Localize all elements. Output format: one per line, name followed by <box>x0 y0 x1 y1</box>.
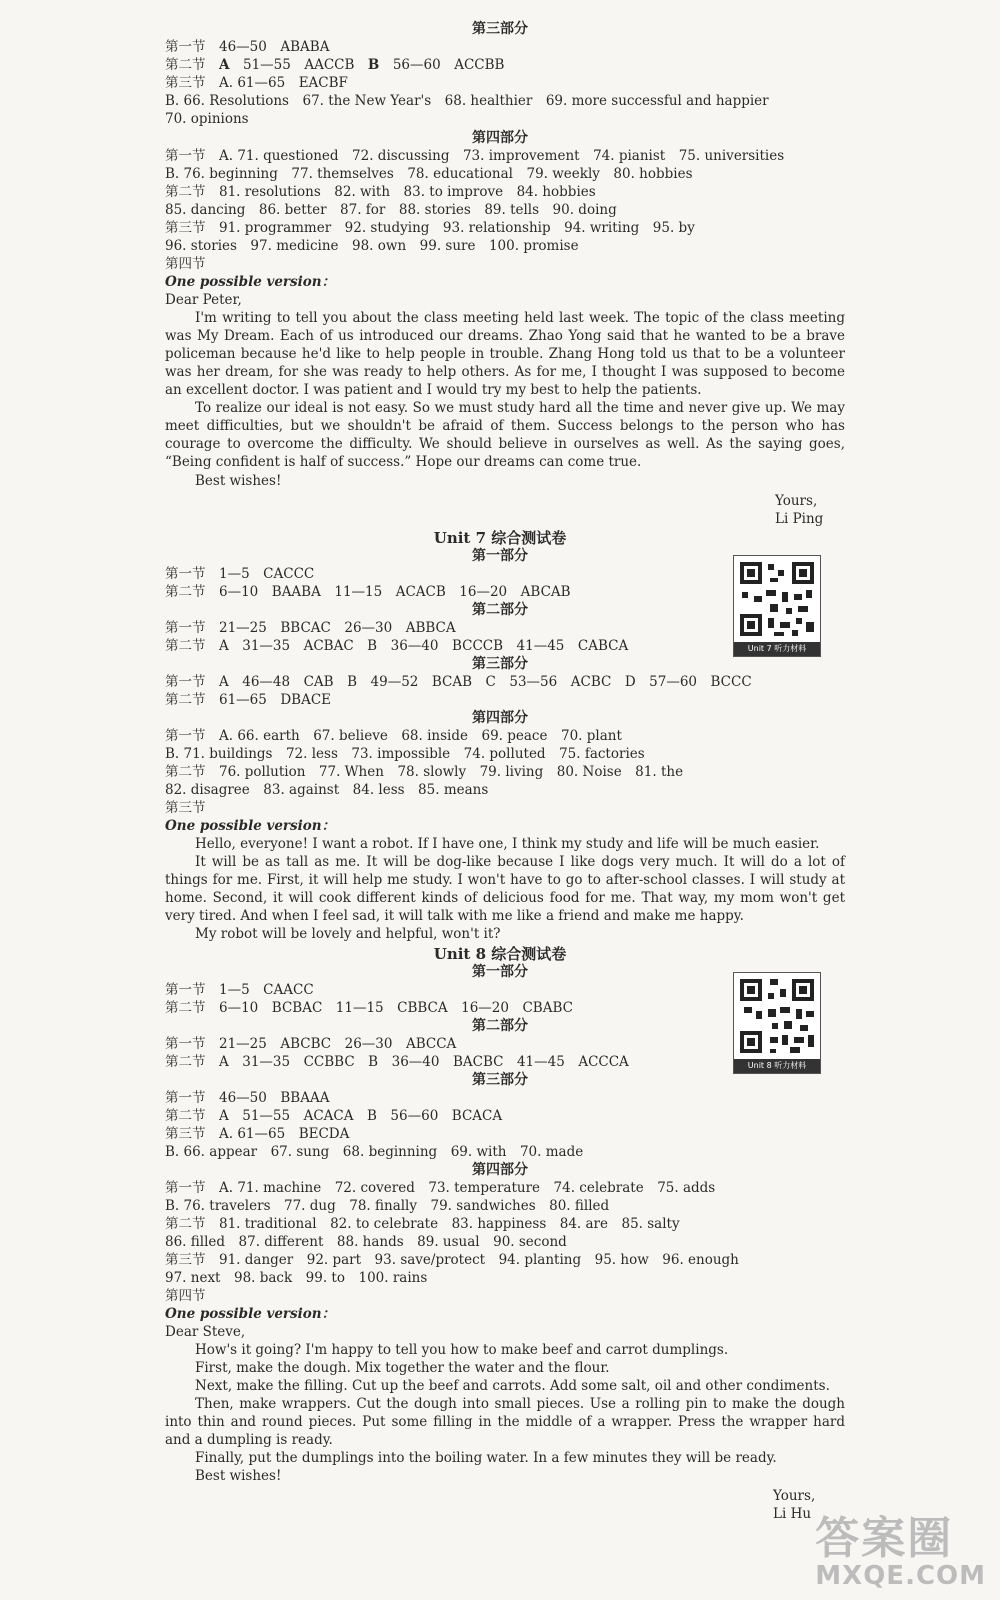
section-title: 第二部分 <box>472 1018 528 1034</box>
essay-paragraph: It will be as tall as me. It will be dog-like because I like dogs very much. It will do a lot of things for me. First, it will help me study. I won't have to go to after-school classes. I will study at home. Second, it will cook different kinds of delicious food for me. That way, my mom won't get very tired. And when I feel sad, it will talk with me like a friend and make me happy. <box>165 854 845 924</box>
answer-line: 第二节 6—10 BCBAC 11—15 CBBCA 16—20 CBABC <box>165 1000 573 1016</box>
answer-line: 97. next 98. back 99. to 100. rains <box>165 1270 428 1286</box>
answer-line: 第一节 1—5 CAACC <box>165 982 314 998</box>
qr-caption: Unit 8 听力材料 <box>734 1059 820 1073</box>
letter-paragraph: I'm writing to tell you about the class meeting held last week. The topic of the class meeting was My Dream. Each of us introduced our dreams. Zhao Yong said that he wanted to be a brave policeman because he'd like to help people in trouble. Zhang Hong told us that to be a volunteer was her dream, for she was ready to help others. As for me, I thought I was supposed to become an excellent doctor. I was patient and I would try my best to help the patients. <box>165 310 845 398</box>
answer-line: B. 66. appear 67. sung 68. beginning 69. with 70. made <box>165 1144 584 1160</box>
answer-line: 第一节 46—50 BBAAA <box>165 1090 330 1106</box>
answer-line: 第一节 A. 71. questioned 72. discussing 73. improvement 74. pianist 75. universities <box>165 148 785 164</box>
section-title: 第四部分 <box>472 130 528 146</box>
letter-paragraph: Then, make wrappers. Cut the dough into small pieces. Use a rolling pin to make the dough into thin and round pieces. Put some filling in the middle of a wrapper. Press the wrapper hard and a dumpling is ready. <box>165 1396 845 1448</box>
section-title: 第一部分 <box>472 548 528 564</box>
letter-paragraph: First, make the dough. Mix together the water and the flour. <box>195 1360 610 1376</box>
answer-line: B. 76. travelers 77. dug 78. finally 79. sandwiches 80. filled <box>165 1198 610 1214</box>
section-title: 第四部分 <box>472 1162 528 1178</box>
answer-line: 第一节 1—5 CACCC <box>165 566 315 582</box>
answer-line: 96. stories 97. medicine 98. own 99. sure 100. promise <box>165 238 579 254</box>
answer-line: 第二节 A 31—35 ACBAC B 36—40 BCCCB 41—45 CABCA <box>165 638 629 654</box>
section-title: 第三部分 <box>472 1072 528 1088</box>
letter-paragraph: Finally, put the dumplings into the boiling water. In a few minutes they will be ready. <box>195 1450 777 1466</box>
answer-line: 第三节 A. 61—65 EACBF <box>165 75 348 91</box>
unit-title: Unit 8 综合测试卷 <box>433 945 567 963</box>
answer-line: 第二节 81. traditional 82. to celebrate 83. happiness 84. are 85. salty <box>165 1216 680 1232</box>
answer-line: 82. disagree 83. against 84. less 85. means <box>165 782 489 798</box>
watermark-text: 答案圈 <box>815 1513 954 1564</box>
letter-yours: Yours, <box>775 493 818 509</box>
version-label: One possible version： <box>165 1306 336 1322</box>
answer-line: 第三节 A. 61—65 BECDA <box>165 1126 350 1142</box>
letter-paragraph: Next, make the filling. Cut up the beef and carrots. Add some salt, oil and other condiments. <box>195 1378 830 1394</box>
letter-yours: Yours, <box>773 1488 816 1504</box>
answer-line: 第一节 A 46—48 CAB B 49—52 BCAB C 53—56 ACBC D 57—60 BCCC <box>165 674 752 690</box>
section-title: 第三部分 <box>472 656 528 672</box>
essay-paragraph: My robot will be lovely and helpful, won't it? <box>195 926 501 942</box>
watermark-url: MXQE.COM <box>815 1561 986 1591</box>
answer-line: 第二节 81. resolutions 82. with 83. to improve 84. hobbies <box>165 184 596 200</box>
letter-signature: Li Hu <box>773 1506 812 1522</box>
answer-line: 第二节 A 51—55 ACACA B 56—60 BCACA <box>165 1108 503 1124</box>
answer-line: 70. opinions <box>165 111 249 127</box>
letter-greeting: Dear Steve, <box>165 1324 246 1340</box>
version-label: One possible version： <box>165 818 336 834</box>
answer-line: 85. dancing 86. better 87. for 88. stories 89. tells 90. doing <box>165 202 617 218</box>
answer-line: 第一节 21—25 BBCAC 26—30 ABBCA <box>165 620 456 636</box>
answer-line: 第三节 91. danger 92. part 93. save/protect 94. planting 95. how 96. enough <box>165 1252 739 1268</box>
answer-line: 第二节 76. pollution 77. When 78. slowly 79. living 80. Noise 81. the <box>165 764 684 780</box>
letter-greeting: Dear Peter, <box>165 292 242 308</box>
answer-line: 第一节 A. 66. earth 67. believe 68. inside 69. peace 70. plant <box>165 728 622 744</box>
answer-line: 第一节 46—50 ABABA <box>165 39 330 55</box>
watermark-logo <box>815 1513 986 1591</box>
answer-line: 第二节 A 51—55 AACCB B 56—60 ACCBB <box>165 57 505 73</box>
qr-code-icon <box>734 556 820 642</box>
section-title: 第一部分 <box>472 964 528 980</box>
essay-paragraph: Hello, everyone! I want a robot. If I have one, I think my study and life will be much easier. <box>195 836 820 852</box>
answer-line: 第一节 21—25 ABCBC 26—30 ABCCA <box>165 1036 457 1052</box>
answer-line: 第四节 <box>165 1288 206 1304</box>
version-label: One possible version： <box>165 274 336 290</box>
answer-line: 第二节 61—65 DBACE <box>165 692 332 708</box>
letter-paragraph: To realize our ideal is not easy. So we must study hard all the time and never give up. We may meet difficulties, but we shouldn't be afraid of them. Success belongs to the person who has courage to overcome the difficulty. We should believe in ourselves as well. As the saying goes, “Being confident is half of success.” Hope our dreams can come true. <box>165 400 845 470</box>
letter-closing: Best wishes! <box>195 1468 282 1484</box>
answer-line: 第一节 A. 71. machine 72. covered 73. temperature 74. celebrate 75. adds <box>165 1180 716 1196</box>
answer-line: B. 76. beginning 77. themselves 78. educational 79. weekly 80. hobbies <box>165 166 693 182</box>
section-title: 第四部分 <box>472 710 528 726</box>
answer-line: 86. filled 87. different 88. hands 89. usual 90. second <box>165 1234 567 1250</box>
qr-code-unit7[interactable] <box>733 555 821 657</box>
answer-line: 第二节 6—10 BAABA 11—15 ACACB 16—20 ABCAB <box>165 584 571 600</box>
answer-line: 第四节 <box>165 256 206 272</box>
answer-line: 第三节 91. programmer 92. studying 93. relationship 94. writing 95. by <box>165 220 695 236</box>
answer-line: 第二节 A 31—35 CCBBC B 36—40 BACBC 41—45 ACCCA <box>165 1054 629 1070</box>
unit-title: Unit 7 综合测试卷 <box>433 529 567 547</box>
letter-paragraph: How's it going? I'm happy to tell you how to make beef and carrot dumplings. <box>195 1342 729 1358</box>
section-title: 第二部分 <box>472 602 528 618</box>
section-title: 第三部分 <box>472 21 528 37</box>
letter-closing: Best wishes! <box>195 473 282 489</box>
answer-line: B. 71. buildings 72. less 73. impossible 74. polluted 75. factories <box>165 746 645 762</box>
qr-code-icon <box>734 973 820 1059</box>
qr-caption: Unit 7 听力材料 <box>734 642 820 656</box>
answer-line: B. 66. Resolutions 67. the New Year's 68. healthier 69. more successful and happier <box>165 93 769 109</box>
letter-signature: Li Ping <box>775 511 824 527</box>
answer-line: 第三节 <box>165 800 206 816</box>
qr-code-unit8[interactable] <box>733 972 821 1074</box>
